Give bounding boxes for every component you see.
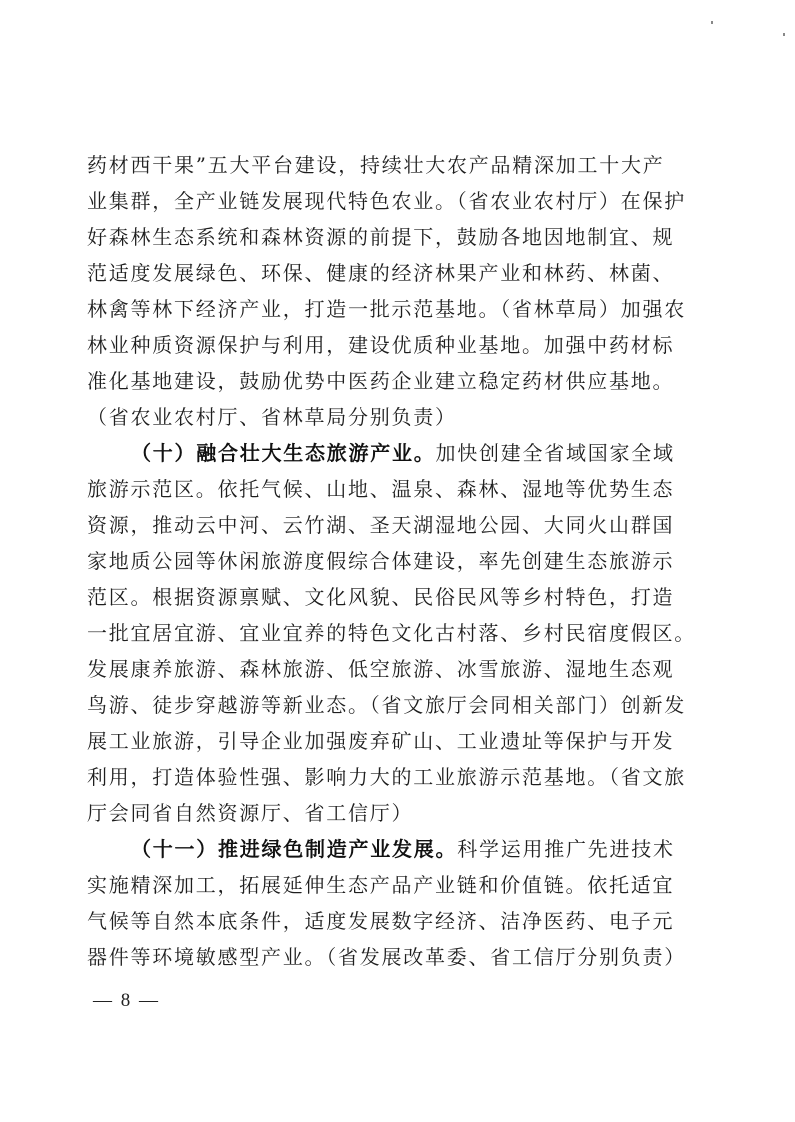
text-line: 发展康养旅游、森林旅游、低空旅游、冰雪旅游、湿地生态观 <box>87 657 675 681</box>
text-line: 林禽等林下经济产业，打造一批示范基地。（省林草局）加强农 <box>87 297 686 321</box>
text-line: 实施精深加工，拓展延伸生态产品产业链和价值链。依托适宜 <box>87 873 675 897</box>
text-line: 厅会同省自然资源厅、省工信厅） <box>87 801 414 825</box>
text-line: 旅游示范区。依托气候、山地、温泉、森林、湿地等优势生态 <box>87 477 675 501</box>
text-line: 展工业旅游，引导企业加强废弃矿山、工业遗址等保护与开发 <box>87 729 675 753</box>
text-line: 利用，打造体验性强、影响力大的工业旅游示范基地。（省文旅 <box>87 765 686 789</box>
section-10-first-line <box>87 435 687 471</box>
text-line: 范适度发展绿色、环保、健康的经济林果产业和林药、林菌、 <box>87 261 675 285</box>
scan-mark <box>711 21 713 24</box>
text-line: （省农业农村厅、省林草局分别负责） <box>87 405 457 429</box>
section-11-first-line <box>87 831 687 867</box>
text-line: 器件等环境敏感型产业。（省发展改革委、省工信厅分别负责） <box>87 945 686 969</box>
text-line: 业集群，全产业链发展现代特色农业。（省农业农村厅）在保护 <box>87 189 686 213</box>
text-line: 范区。根据资源禀赋、文化风貌、民俗民风等乡村特色，打造 <box>87 585 675 609</box>
text-line: 气候等自然本底条件，适度发展数字经济、洁净医药、电子元 <box>87 909 675 933</box>
text-line: 好森林生态系统和森林资源的前提下，鼓励各地因地制宜、规 <box>87 225 675 249</box>
text-line: 家地质公园等休闲旅游度假综合体建设，率先创建生态旅游示 <box>87 549 675 573</box>
text-line: 林业种质资源保护与利用，建设优质种业基地。加强中药材标 <box>87 333 675 357</box>
text-run: 科学运用推广先进技术 <box>457 837 675 861</box>
text-line: 资源，推动云中河、云竹湖、圣天湖湿地公园、大同火山群国 <box>87 513 675 537</box>
text-line: 鸟游、徒步穿越游等新业态。（省文旅厅会同相关部门）创新发 <box>87 693 686 717</box>
body-text <box>87 147 696 975</box>
section-heading-10: （十）融合壮大生态旅游产业。 <box>131 441 436 465</box>
section-heading-11: （十一）推进绿色制造产业发展。 <box>131 837 458 861</box>
scan-mark <box>783 33 785 36</box>
page-number: — 8 — <box>93 990 160 1011</box>
text-line: 一批宜居宜游、宜业宜养的特色文化古村落、乡村民宿度假区。 <box>87 621 696 645</box>
text-line: 准化基地建设，鼓励优势中医药企业建立稳定药材供应基地。 <box>87 369 675 393</box>
text-run: 加快创建全省域国家全域 <box>435 441 675 465</box>
text-line: 药材西干果”五大平台建设，持续壮大农产品精深加工十大产 <box>87 153 665 177</box>
